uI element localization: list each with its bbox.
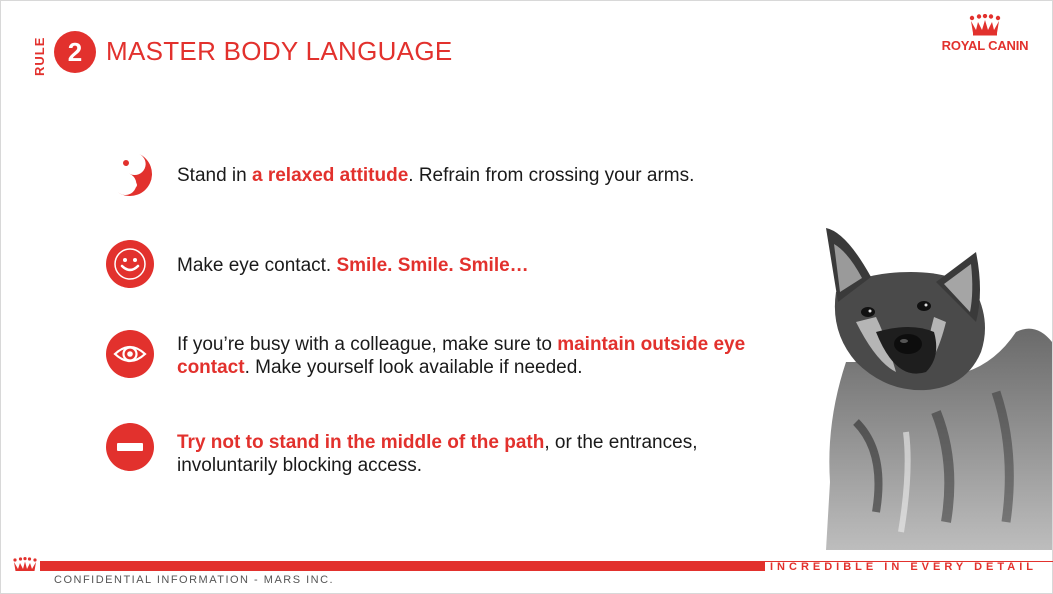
smile-icon [106,240,154,288]
bullet-text: Try not to stand in the middle of the path, or the entrances, involuntarily blocking access. [177,432,698,476]
rule-number-badge: 2 [54,31,96,73]
yin-yang-icon [106,150,154,198]
bullet-text: Stand in a relaxed attitude. Refrain from crossing your arms. [177,165,695,186]
bullet-text: If you’re busy with a colleague, make sure to maintain outside eye contact. Make yourself look available if needed. [177,334,746,378]
footer-crown-icon [12,557,38,573]
slide-title: MASTER BODY LANGUAGE [106,36,453,66]
bullet-text: Make eye contact. Smile. Smile. Smile… [177,255,529,276]
logo-text: ROYAL CANIN [941,38,1029,53]
rule-label: RULE [32,36,47,76]
footer-bar [40,561,765,571]
royal-canin-logo [934,14,1036,58]
german-shepherd-photo [816,222,1052,550]
crown-icon [968,14,1002,36]
minus-circle-icon [106,423,154,471]
eye-icon [106,330,154,378]
brand-tagline: INCREDIBLE IN EVERY DETAIL [770,561,1037,573]
confidential-notice: CONFIDENTIAL INFORMATION - MARS INC. [54,574,335,586]
